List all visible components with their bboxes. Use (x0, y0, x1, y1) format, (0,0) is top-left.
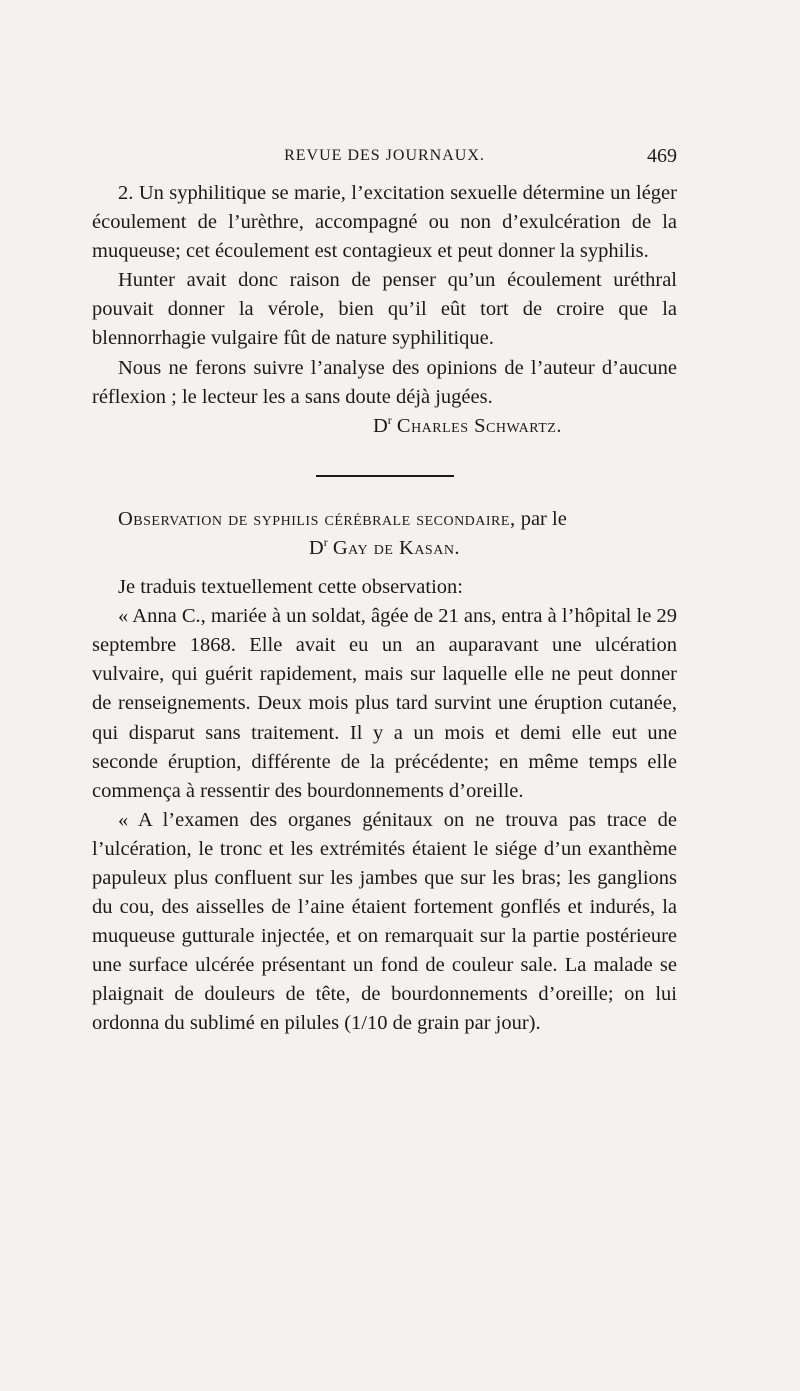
page-body (92, 179, 677, 1039)
paragraph-4: Je traduis textuellement cette observation: (118, 576, 463, 599)
page-header (92, 145, 677, 171)
signature-prefix: D (372, 414, 388, 437)
paragraph-6: « A l’examen des organes génitaux on ne trouva pas trace de l’ulcération, le tronc et les extrémités étaient le siége d’un exanthème papuleux plus confluent sur les jambes que sur les bras; les ganglions du cou, des aisselles de l’aine étaient fortement gonflés et indurés, la muqueuse gutturale injectée, et on remarquait sur la partie postérieure une surface ulcérée présentant un fond de couleur sale. La malade se plaignait de douleurs de tête, de bourdonnements d’oreille; on lui ordonna du sublimé en pilules (1/10 de grain par jour). (92, 808, 677, 1035)
page-number: 469 (647, 145, 677, 167)
paragraph-5: « Anna C., mariée à un soldat, âgée de 21 ans, entra à l’hôpital le 29 septembre 1868. Elle avait eu un an auparavant une ulcération vulvaire, qui guérit rapidement, mais sur laquelle elle ne peut donner de renseignements. Deux mois plus tard survint une éruption cutanée, qui disparut sans traitement. Il y a un mois et demi elle eut une seconde éruption, différente de la précédente; en même temps elle commença à ressentir des bourdonnements d’oreille. (92, 605, 677, 802)
article-title-par: par le (520, 507, 567, 530)
author-name: Gay de Kasan. (332, 536, 461, 559)
signature (92, 412, 677, 441)
paragraph-1: 2. Un syphilitique se marie, l’excitation sexuelle détermine un léger écoulement de l’urèthre, accompagné ou non d’exulcération de la muqueuse; cet écoulement est contagieux et peut donner la syphilis. (92, 182, 677, 263)
running-head: REVUE DES JOURNAUX. (284, 147, 485, 164)
signature-sup: r (387, 412, 392, 427)
author-prefix: D (308, 536, 324, 559)
paragraph-3: Nous ne ferons suivre l’analyse des opinions de l’auteur d’aucune réflexion ; le lecteur les a sans doute déjà jugées. (92, 356, 677, 408)
article-title-text: Observation de syphilis cérébrale secondaire, (118, 507, 516, 530)
article-title (92, 505, 677, 534)
section-divider (316, 475, 454, 477)
author-sup: r (323, 535, 328, 550)
article-author (92, 534, 677, 563)
paragraph-2: Hunter avait donc raison de penser qu’un écoulement uréthral pouvait donner la vérole, bien qu’il eût tort de croire que la blennorrhagie vulgaire fût de nature syphilitique. (92, 269, 677, 350)
signature-name: Charles Schwartz. (396, 414, 562, 437)
